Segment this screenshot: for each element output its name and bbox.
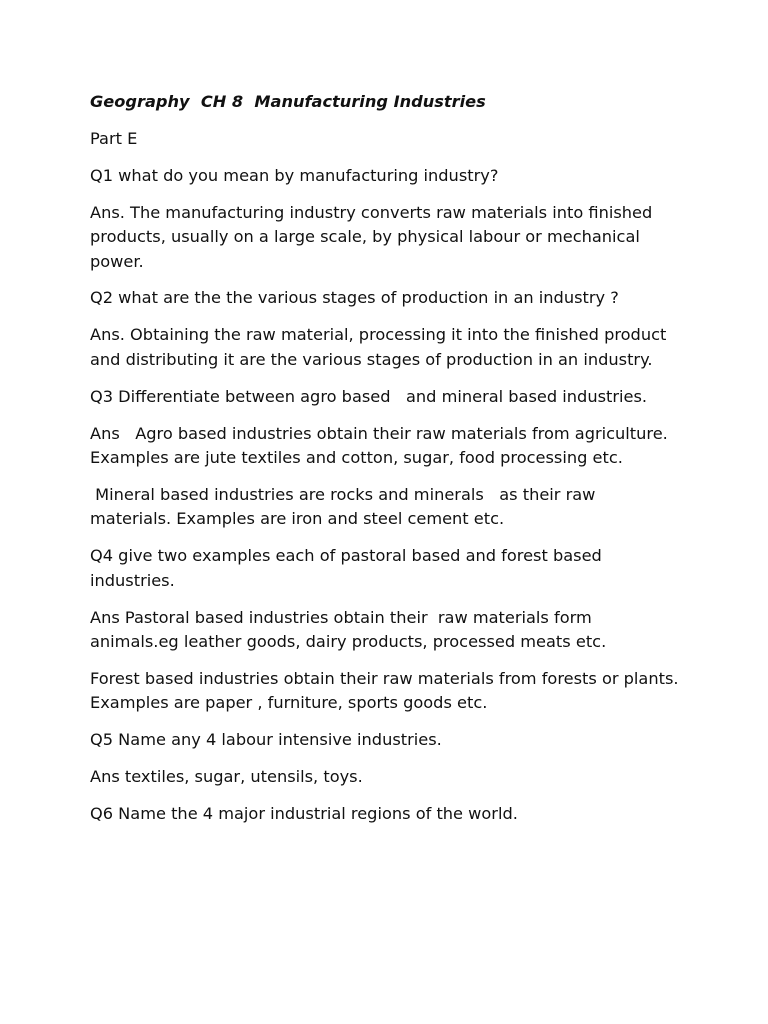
question-6: Q6 Name the 4 major industrial regions of the world.: [90, 803, 518, 823]
question-5: Q5 Name any 4 labour intensive industries.: [90, 730, 442, 750]
document-body: [90, 90, 684, 839]
question-1: Q1 what do you mean by manufacturing industry?: [90, 165, 499, 185]
answer-4-pastoral: Ans Pastoral based industries obtain their raw materials form animals.eg leather goods, dairy products, processed meats etc.: [90, 607, 607, 651]
answer-3-agro: Ans Agro based industries obtain their raw materials from agriculture. Examples are jute textiles and cotton, sugar, food processing etc.: [90, 423, 673, 467]
document-title: Geography CH 8 Manufacturing Industries: [90, 92, 486, 111]
answer-2: Ans. Obtaining the raw material, processing it into the finished product and distributing it are the various stages of production in an industry.: [90, 325, 672, 369]
answer-1: Ans. The manufacturing industry converts raw materials into finished products, usually on a large scale, by physical labour or mechanical power.: [90, 202, 658, 271]
answer-5: Ans textiles, sugar, utensils, toys.: [90, 767, 363, 787]
question-3: Q3 Differentiate between agro based and mineral based industries.: [90, 386, 648, 406]
part-heading: Part E: [90, 128, 138, 148]
answer-3-mineral: Mineral based industries are rocks and minerals as their raw materials. Examples are iron and steel cement etc.: [90, 484, 601, 529]
question-2: Q2 what are the the various stages of production in an industry ?: [90, 288, 619, 308]
answer-4-forest: Forest based industries obtain their raw materials from forests or plants. Examples are paper , furniture, sports goods etc.: [90, 668, 684, 713]
question-4: Q4 give two examples each of pastoral based and forest based industries.: [90, 546, 607, 590]
